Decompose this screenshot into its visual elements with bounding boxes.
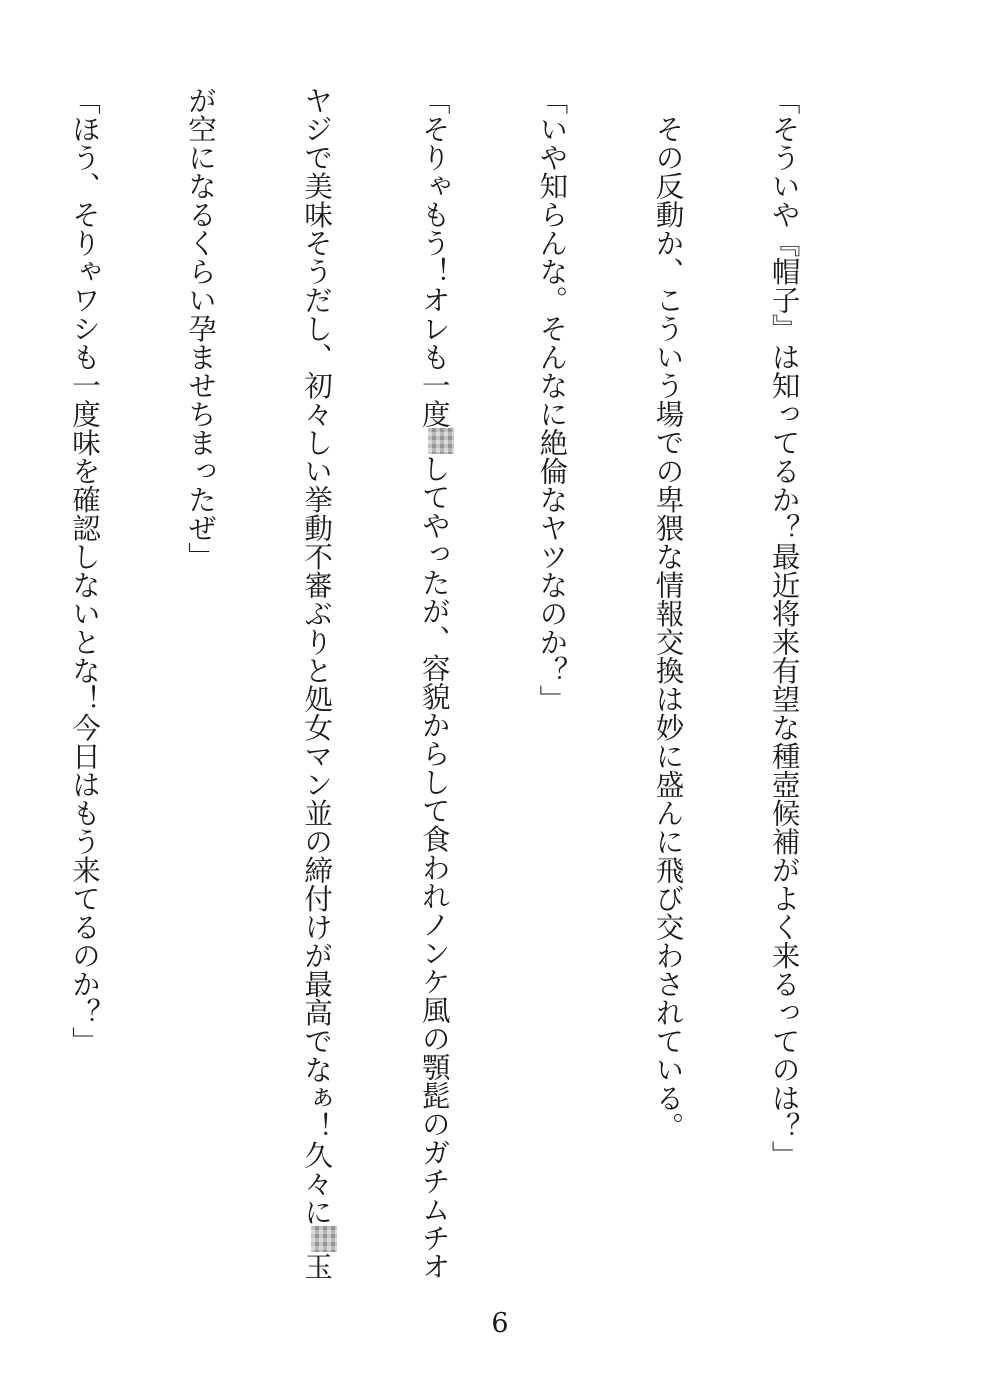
text-line-3: 「いや知らんな。そんなに絶倫なヤツなのか？」 [535, 86, 569, 713]
text-line-4 [414, 86, 454, 1286]
text-line-2-body: その反動か、こういう場での卑猥な情報交換は妙に盛んに飛び交わされている。 [651, 114, 685, 1141]
text-line-2 [648, 86, 687, 1286]
censor-mosaic-1 [428, 428, 454, 454]
text-line-4-b: してやったが、容貌からして食われノンケ風の顎髭のガチムチオ [417, 454, 451, 1281]
text-line-4-a: 「そりゃもう！オレも一度 [417, 86, 451, 428]
text-line-5-b: 玉 [300, 1252, 334, 1281]
text-line-5 [296, 86, 336, 1286]
censor-mosaic-2 [311, 1226, 337, 1252]
text-line-1: 「そういや『帽子』は知ってるか？最近将来有望な種壺候補がよく来るってのは？」 [767, 86, 801, 1169]
text-line-5-a: ヤジで美味そうだし、初々しい挙動不審ぶりと処女マン並の締付けが最高でなぁ！久々に [300, 86, 334, 1226]
text-line-7: 「ほう、そりゃワシも一度味を確認しないとな！今日はもう来てるのか？」 [67, 86, 101, 1055]
page-number: 6 [491, 1308, 509, 1339]
body-text [0, 86, 880, 1286]
text-line-6: が空になるくらい孕ませちまったぜ」 [184, 86, 218, 571]
